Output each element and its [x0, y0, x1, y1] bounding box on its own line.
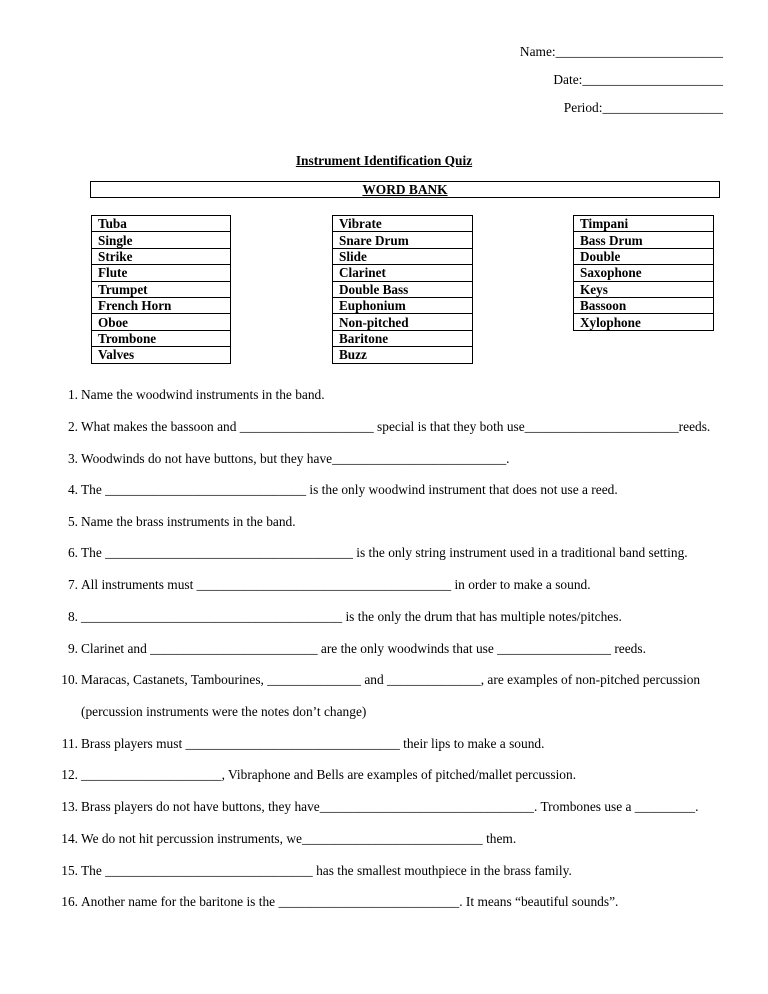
word-bank-item: Flute — [92, 265, 231, 281]
question-number: 2. — [67, 419, 78, 434]
question-number: 8. — [67, 609, 78, 624]
question-text: What makes the bassoon and ____________________ special is that they both use_______________________reeds. — [81, 419, 711, 434]
question-number: 11. — [61, 736, 78, 751]
question-number: 15. — [61, 863, 78, 878]
question-number: 14. — [61, 831, 78, 846]
question-number: 7. — [67, 577, 78, 592]
word-bank-item: Snare Drum — [333, 232, 473, 248]
word-bank-item: Slide — [333, 248, 473, 264]
question-number: 3. — [67, 451, 78, 466]
word-bank-column-1 — [91, 215, 231, 364]
question-text: The _______________________________ has the smallest mouthpiece in the brass family. — [81, 863, 572, 878]
question-number: 4. — [67, 482, 78, 497]
name-field[interactable]: Name:_________________________ — [519, 44, 723, 59]
question-text: Maracas, Castanets, Tambourines, ______________ and ______________, are examples of non-pitched percussion — [81, 672, 701, 687]
question-text: Name the woodwind instruments in the band. — [81, 387, 325, 402]
word-bank-item: Euphonium — [333, 297, 473, 313]
word-bank-item: Tuba — [92, 216, 231, 232]
question-number: 6. — [67, 545, 78, 560]
question-text: _____________________, Vibraphone and Bells are examples of pitched/mallet percussion. — [81, 767, 577, 782]
word-bank-item: Double — [574, 248, 714, 264]
word-bank-item: French Horn — [92, 297, 231, 313]
question-text: (percussion instruments were the notes don’t change) — [81, 704, 367, 719]
word-bank-item: Strike — [92, 248, 231, 264]
question-number: 1. — [67, 387, 78, 402]
question-number: 13. — [61, 799, 78, 814]
word-bank-item: Clarinet — [333, 265, 473, 281]
word-bank-item: Bass Drum — [574, 232, 714, 248]
word-bank-item: Baritone — [333, 330, 473, 346]
question-text: Clarinet and _________________________ are the only woodwinds that use _________________ reeds. — [81, 641, 646, 656]
question-text: Another name for the baritone is the ___________________________. It means “beautiful sounds”. — [81, 894, 619, 909]
word-bank-item: Keys — [574, 281, 714, 297]
word-bank-item: Buzz — [333, 347, 473, 363]
question-number: 9. — [67, 641, 78, 656]
date-field[interactable]: Date:_____________________ — [553, 72, 723, 87]
question-number: 10. — [61, 672, 78, 687]
word-bank-item: Oboe — [92, 314, 231, 330]
question-number: 16. — [61, 894, 78, 909]
question-text: The _____________________________________ is the only string instrument used in a traditional band setting. — [81, 545, 688, 560]
question-number: 5. — [67, 514, 78, 529]
word-bank-item: Double Bass — [333, 281, 473, 297]
page-title: Instrument Identification Quiz — [295, 153, 473, 168]
question-text: Name the brass instruments in the band. — [81, 514, 296, 529]
question-text: _______________________________________ is the only the drum that has multiple notes/pitches. — [81, 609, 622, 624]
word-bank-item: Non-pitched — [333, 314, 473, 330]
word-bank-item: Timpani — [574, 216, 714, 232]
question-text: All instruments must ______________________________________ in order to make a sound. — [81, 577, 591, 592]
word-bank-item: Saxophone — [574, 265, 714, 281]
word-bank-item: Trombone — [92, 330, 231, 346]
word-bank-item: Vibrate — [333, 216, 473, 232]
word-bank-item: Bassoon — [574, 297, 714, 313]
question-number: 12. — [61, 767, 78, 782]
word-bank-item: Xylophone — [574, 314, 714, 330]
question-text: We do not hit percussion instruments, we___________________________ them. — [81, 831, 517, 846]
question-text: The ______________________________ is the only woodwind instrument that does not use a reed. — [81, 482, 618, 497]
question-text: Woodwinds do not have buttons, but they have__________________________. — [81, 451, 510, 466]
word-bank-column-3 — [573, 215, 714, 331]
word-bank-column-2 — [332, 215, 473, 364]
period-field[interactable]: Period:__________________ — [563, 100, 723, 115]
question-text: Brass players do not have buttons, they have________________________________. Trombones use a _________. — [81, 799, 699, 814]
question-text: Brass players must ________________________________ their lips to make a sound. — [81, 736, 545, 751]
word-bank-heading: WORD BANK — [90, 181, 720, 198]
word-bank-item: Valves — [92, 347, 231, 363]
word-bank-item: Trumpet — [92, 281, 231, 297]
word-bank-item: Single — [92, 232, 231, 248]
